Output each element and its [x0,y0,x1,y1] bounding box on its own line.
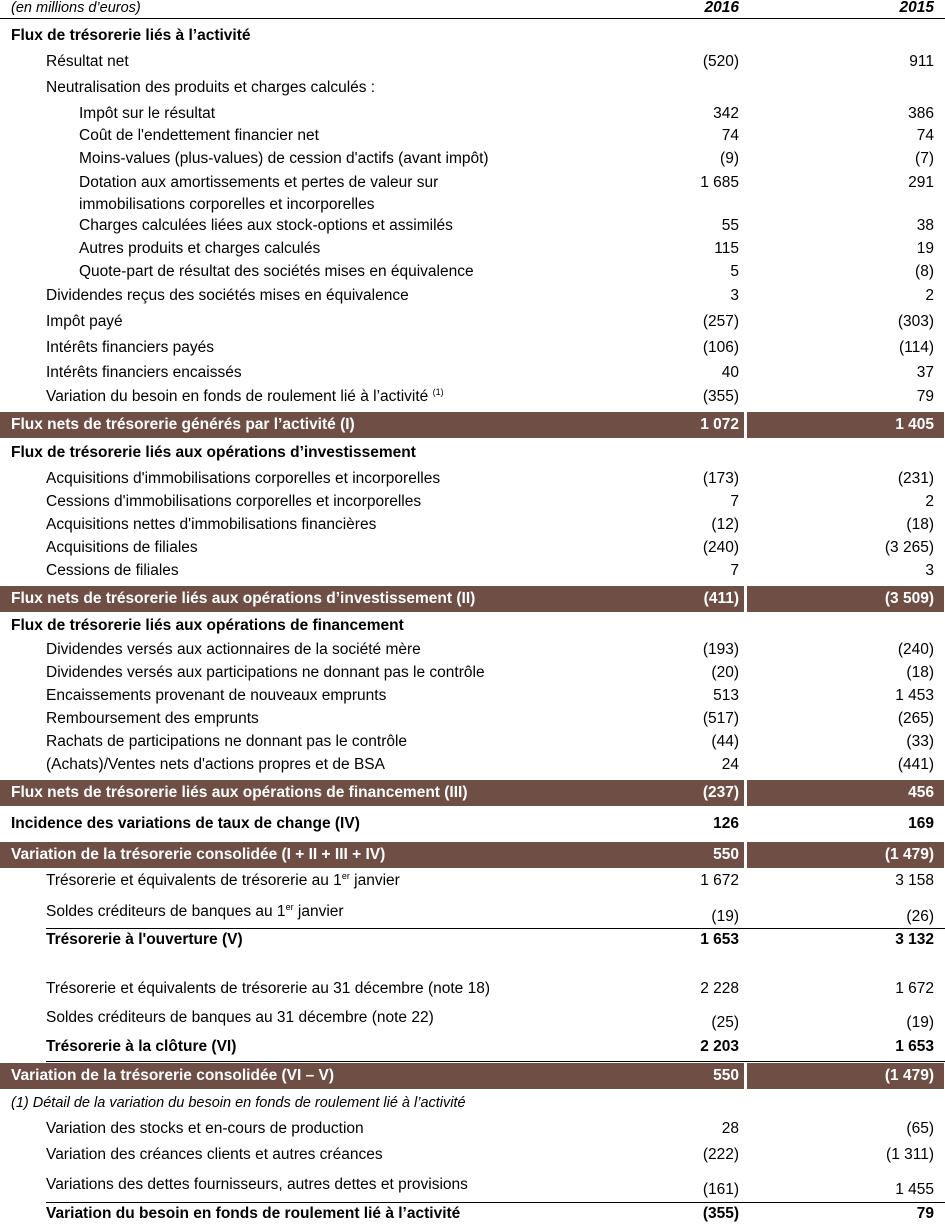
row-label [46,561,179,581]
row-label-text: Rachats de participations ne donnant pas le contrôle [46,733,408,750]
row-label [46,1008,434,1028]
value-2015: 1 653 [895,1038,934,1055]
row-label-superscript: er [285,901,294,912]
value-2015: 37 [916,364,934,381]
row-label-superscript: (1) [432,386,444,397]
table-row [0,709,945,731]
value-2015: 79 [916,1205,934,1222]
value-2016: (520) [702,53,739,70]
value-2015: (231) [897,470,934,487]
value-2015: (3 265) [884,539,934,556]
value-2015: 38 [916,217,934,234]
value-2015: 291 [908,174,934,191]
value-2016: (19) [711,908,739,925]
table-row [0,663,945,685]
subtotal-row [0,412,945,438]
row-label-text: Trésorerie et équivalents de trésorerie au 1 [46,872,342,889]
value-2016: (12) [711,516,739,533]
value-2016: 2 228 [700,980,739,997]
total-rule [46,1202,945,1203]
table-row [0,312,945,334]
value-2015: (114) [898,339,934,356]
table-row [0,216,945,238]
value-2015: (7) [915,150,934,167]
row-label [79,216,453,236]
table-row [0,1093,945,1115]
row-label [46,871,400,891]
subtotal-row [0,780,945,806]
table-row [0,78,945,100]
row-label [46,686,386,706]
value-2016: 5 [730,263,739,280]
column-header-2016: 2016 [704,0,739,16]
value-2015: (8) [915,263,934,280]
row-label-text: Acquisitions nettes d'immobilisations financières [46,516,377,533]
row-label-text: Trésorerie et équivalents de trésorerie au 31 décembre (note 18) [46,980,490,997]
row-label-text: Neutralisation des produits et charges calculés : [46,79,376,96]
row-label [46,930,243,950]
row-label [46,338,214,358]
value-2016: (517) [702,710,739,727]
value-2015: 1 453 [895,687,934,704]
value-2016: 24 [721,756,739,773]
row-label [11,814,360,834]
row-label [46,709,259,729]
row-label-text: Trésorerie à la clôture (VI) [46,1038,237,1055]
row-label-text: Flux nets de trésorerie liés aux opérations de financement (III) [11,784,468,801]
table-row [0,469,945,491]
row-label-text: Variation des stocks et en-cours de production [46,1120,364,1137]
table-row [0,149,945,171]
section-heading-row [0,443,945,465]
value-2016: 28 [721,1120,739,1137]
value-2015: (3 509) [884,590,934,607]
value-2015: (303) [897,313,934,330]
row-label [46,469,440,489]
row-label [46,286,409,306]
row-label [46,1119,364,1139]
table-row [0,902,945,924]
value-2015: (1 479) [884,1067,934,1084]
table-row [0,1204,945,1226]
table-row [0,871,945,893]
band-column-separator [744,586,747,612]
table-row [0,1145,945,1167]
row-label [79,126,319,146]
value-2016: (257) [702,313,739,330]
value-2016: (193) [702,641,739,658]
row-label [46,755,385,775]
value-2015: 1 405 [895,416,934,433]
row-label-text: Acquisitions de filiales [46,539,198,556]
unit-label: (en millions d’euros) [11,0,141,16]
row-label-text: Impôt payé [46,313,123,330]
row-label [11,443,416,463]
row-label [11,586,475,612]
row-label-text: Dividendes versés aux actionnaires de la société mère [46,641,421,658]
row-label-text: Intérêts financiers payés [46,339,215,356]
value-2016: (411) [703,590,739,607]
row-label [11,616,404,636]
table-row [0,195,945,217]
value-2015: (18) [906,516,934,533]
value-2016: (173) [702,470,739,487]
value-2016: (240) [702,539,739,556]
value-2015: 2 [925,287,934,304]
row-label-text: Quote-part de résultat des sociétés mises en équivalence [79,263,474,280]
table-row [0,286,945,308]
band-column-separator [744,1063,747,1089]
row-label [79,239,320,259]
row-label-text: Trésorerie à l'ouverture (V) [46,931,243,948]
row-label [46,78,375,98]
row-label-text: Flux de trésorerie liés à l’activité [11,27,251,44]
row-label-text: Cessions de filiales [46,562,179,579]
row-label-text: Flux de trésorerie liés aux opérations de financement [11,617,404,634]
row-label [46,902,344,922]
row-label [46,732,407,752]
value-2016: (355) [702,1205,739,1222]
row-label-text: Intérêts financiers encaissés [46,364,242,381]
table-row [0,387,945,409]
row-label [79,195,374,215]
table-row [0,363,945,385]
value-2015: (33) [906,733,934,750]
value-2016: 7 [730,562,739,579]
column-header-2015: 2015 [899,0,934,16]
row-label-superscript: er [341,870,350,881]
row-label [46,387,444,407]
value-2015: 79 [916,388,934,405]
value-2016: 74 [721,127,739,144]
row-label-text: (Achats)/Ventes nets d'actions propres et de BSA [46,756,385,773]
value-2016: 115 [714,240,739,257]
subtotal-row [0,842,945,868]
value-2015: 169 [908,815,934,832]
row-label [46,538,198,558]
row-label-text: Moins-values (plus-values) de cession d'actifs (avant impôt) [79,150,489,167]
value-2015: (65) [906,1120,934,1137]
table-row [0,239,945,261]
value-2016: (222) [702,1146,739,1163]
row-label-text: Acquisitions d'immobilisations corporelles et incorporelles [46,470,441,487]
value-2015: 456 [908,784,934,801]
value-2016: (161) [702,1181,739,1198]
value-2016: (20) [711,664,739,681]
row-label-text: Flux de trésorerie liés aux opérations d’investissement [11,444,416,461]
row-label [46,515,376,535]
table-row [0,1175,945,1197]
row-label [46,363,242,383]
row-label [11,1093,466,1113]
row-label-suffix: janvier [349,872,400,889]
row-label [46,1037,236,1057]
row-label [46,663,485,683]
table-row [0,515,945,537]
row-label [46,979,490,999]
value-2016: (9) [720,150,739,167]
row-label-text: Variation des créances clients et autres créances [46,1146,383,1163]
value-2016: 1 685 [700,174,739,191]
value-2015: 19 [916,240,934,257]
value-2015: 1 455 [895,1181,934,1198]
row-label-text: Dividendes reçus des sociétés mises en équivalence [46,287,409,304]
table-row [0,1119,945,1141]
row-label [46,1145,383,1165]
value-2015: (441) [897,756,934,773]
table-row [0,338,945,360]
value-2015: (18) [906,664,934,681]
value-2016: 513 [713,687,739,704]
value-2016: (237) [702,784,739,801]
value-2016: 40 [721,364,739,381]
row-label [46,492,421,512]
value-2016: 3 [730,287,739,304]
row-label-text: Soldes créditeurs de banques au 31 décembre (note 22) [46,1009,434,1026]
row-label-text: Encaissements provenant de nouveaux emprunts [46,687,387,704]
row-label-suffix: janvier [293,903,344,920]
value-2016: (355) [702,388,739,405]
value-2016: 7 [730,493,739,510]
section-heading-row [0,26,945,48]
row-label [46,1175,468,1195]
table-row [0,1008,945,1030]
header-row [0,0,945,18]
row-label [79,104,215,124]
table-row [0,262,945,284]
header-divider [0,18,945,19]
value-2016: 550 [713,1067,739,1084]
table-row [0,561,945,583]
value-2016: 1 072 [700,416,739,433]
value-2015: (240) [897,641,934,658]
row-label [79,173,438,193]
value-2016: 55 [721,217,739,234]
row-label-text: immobilisations corporelles et incorporelles [79,196,375,213]
value-2016: 2 203 [700,1038,739,1055]
row-label-text: Variation du besoin en fonds de roulement lié à l’activité [46,1205,461,1222]
row-label-text: Remboursement des emprunts [46,710,259,727]
value-2015: (26) [906,908,934,925]
value-2015: 911 [909,53,934,70]
table-row [0,1037,945,1059]
value-2016: 126 [713,815,739,832]
value-2015: 386 [908,105,934,122]
value-2016: (106) [702,339,739,356]
table-row [0,538,945,560]
row-label-text: Dividendes versés aux participations ne donnant pas le contrôle [46,664,485,681]
value-2016: (44) [711,733,739,750]
value-2015: (19) [906,1014,934,1031]
value-2015: 1 672 [895,980,934,997]
table-row [0,979,945,1001]
value-2015: (1 479) [884,846,934,863]
subtotal-row [0,586,945,612]
table-row [0,686,945,708]
row-label-text: Soldes créditeurs de banques au 1 [46,903,286,920]
table-row [0,173,945,195]
row-label-text: Incidence des variations de taux de change (IV) [11,815,360,832]
row-label [79,149,489,169]
row-label [11,1063,334,1089]
table-row [0,755,945,777]
row-label [11,412,355,438]
value-2016: (25) [711,1014,739,1031]
table-row [0,640,945,662]
value-2015: (265) [897,710,934,727]
table-row [0,126,945,148]
row-label [46,312,123,332]
value-2016: 1 653 [700,931,739,948]
table-row [0,52,945,74]
row-label-text: Variation de la trésorerie consolidée (I + II + III + IV) [11,846,386,863]
section-heading-row [0,616,945,638]
value-2015: 74 [916,127,934,144]
row-label-text: Variation du besoin en fonds de roulement lié à l’activité [46,388,433,405]
band-column-separator [744,842,747,868]
row-label-text: Cessions d'immobilisations corporelles et incorporelles [46,493,422,510]
table-row [0,732,945,754]
value-2015: (1 311) [886,1146,934,1163]
value-2015: 2 [925,493,934,510]
value-2015: 3 158 [895,872,934,889]
table-row [0,104,945,126]
row-label [11,26,251,46]
row-label-text: Autres produits et charges calculés [79,240,321,257]
table-row [0,492,945,514]
row-label-text: Variations des dettes fournisseurs, autres dettes et provisions [46,1176,468,1193]
row-label-text: Impôt sur le résultat [79,105,216,122]
row-label-text: Flux nets de trésorerie liés aux opérations d’investissement (II) [11,590,476,607]
value-2015: 3 132 [895,931,934,948]
row-label [46,52,129,72]
value-2016: 550 [713,846,739,863]
row-label [11,842,385,868]
band-column-separator [744,780,747,806]
section-heading-row [0,814,945,836]
row-label-text: (1) Détail de la variation du besoin en fonds de roulement lié à l’activité [11,1095,466,1111]
row-label-text: Coût de l'endettement financier net [79,127,319,144]
band-column-separator [744,412,747,438]
row-label-text: Charges calculées liées aux stock-options et assimilés [79,217,453,234]
total-rule [46,1061,945,1062]
value-2016: 1 672 [700,872,739,889]
row-label [79,262,474,282]
value-2016: 342 [713,105,739,122]
row-label-text: Dotation aux amortissements et pertes de valeur sur [79,174,439,191]
row-label [46,640,421,660]
row-label-text: Flux nets de trésorerie générés par l’activité (I) [11,416,355,433]
value-2015: 3 [925,562,934,579]
row-label-text: Variation de la trésorerie consolidée (VI – V) [11,1067,335,1084]
row-label-text: Résultat net [46,53,129,70]
row-label [11,780,468,806]
row-label [46,1204,460,1224]
subtotal-row [0,1063,945,1089]
total-rule [46,928,945,929]
table-row [0,930,945,952]
